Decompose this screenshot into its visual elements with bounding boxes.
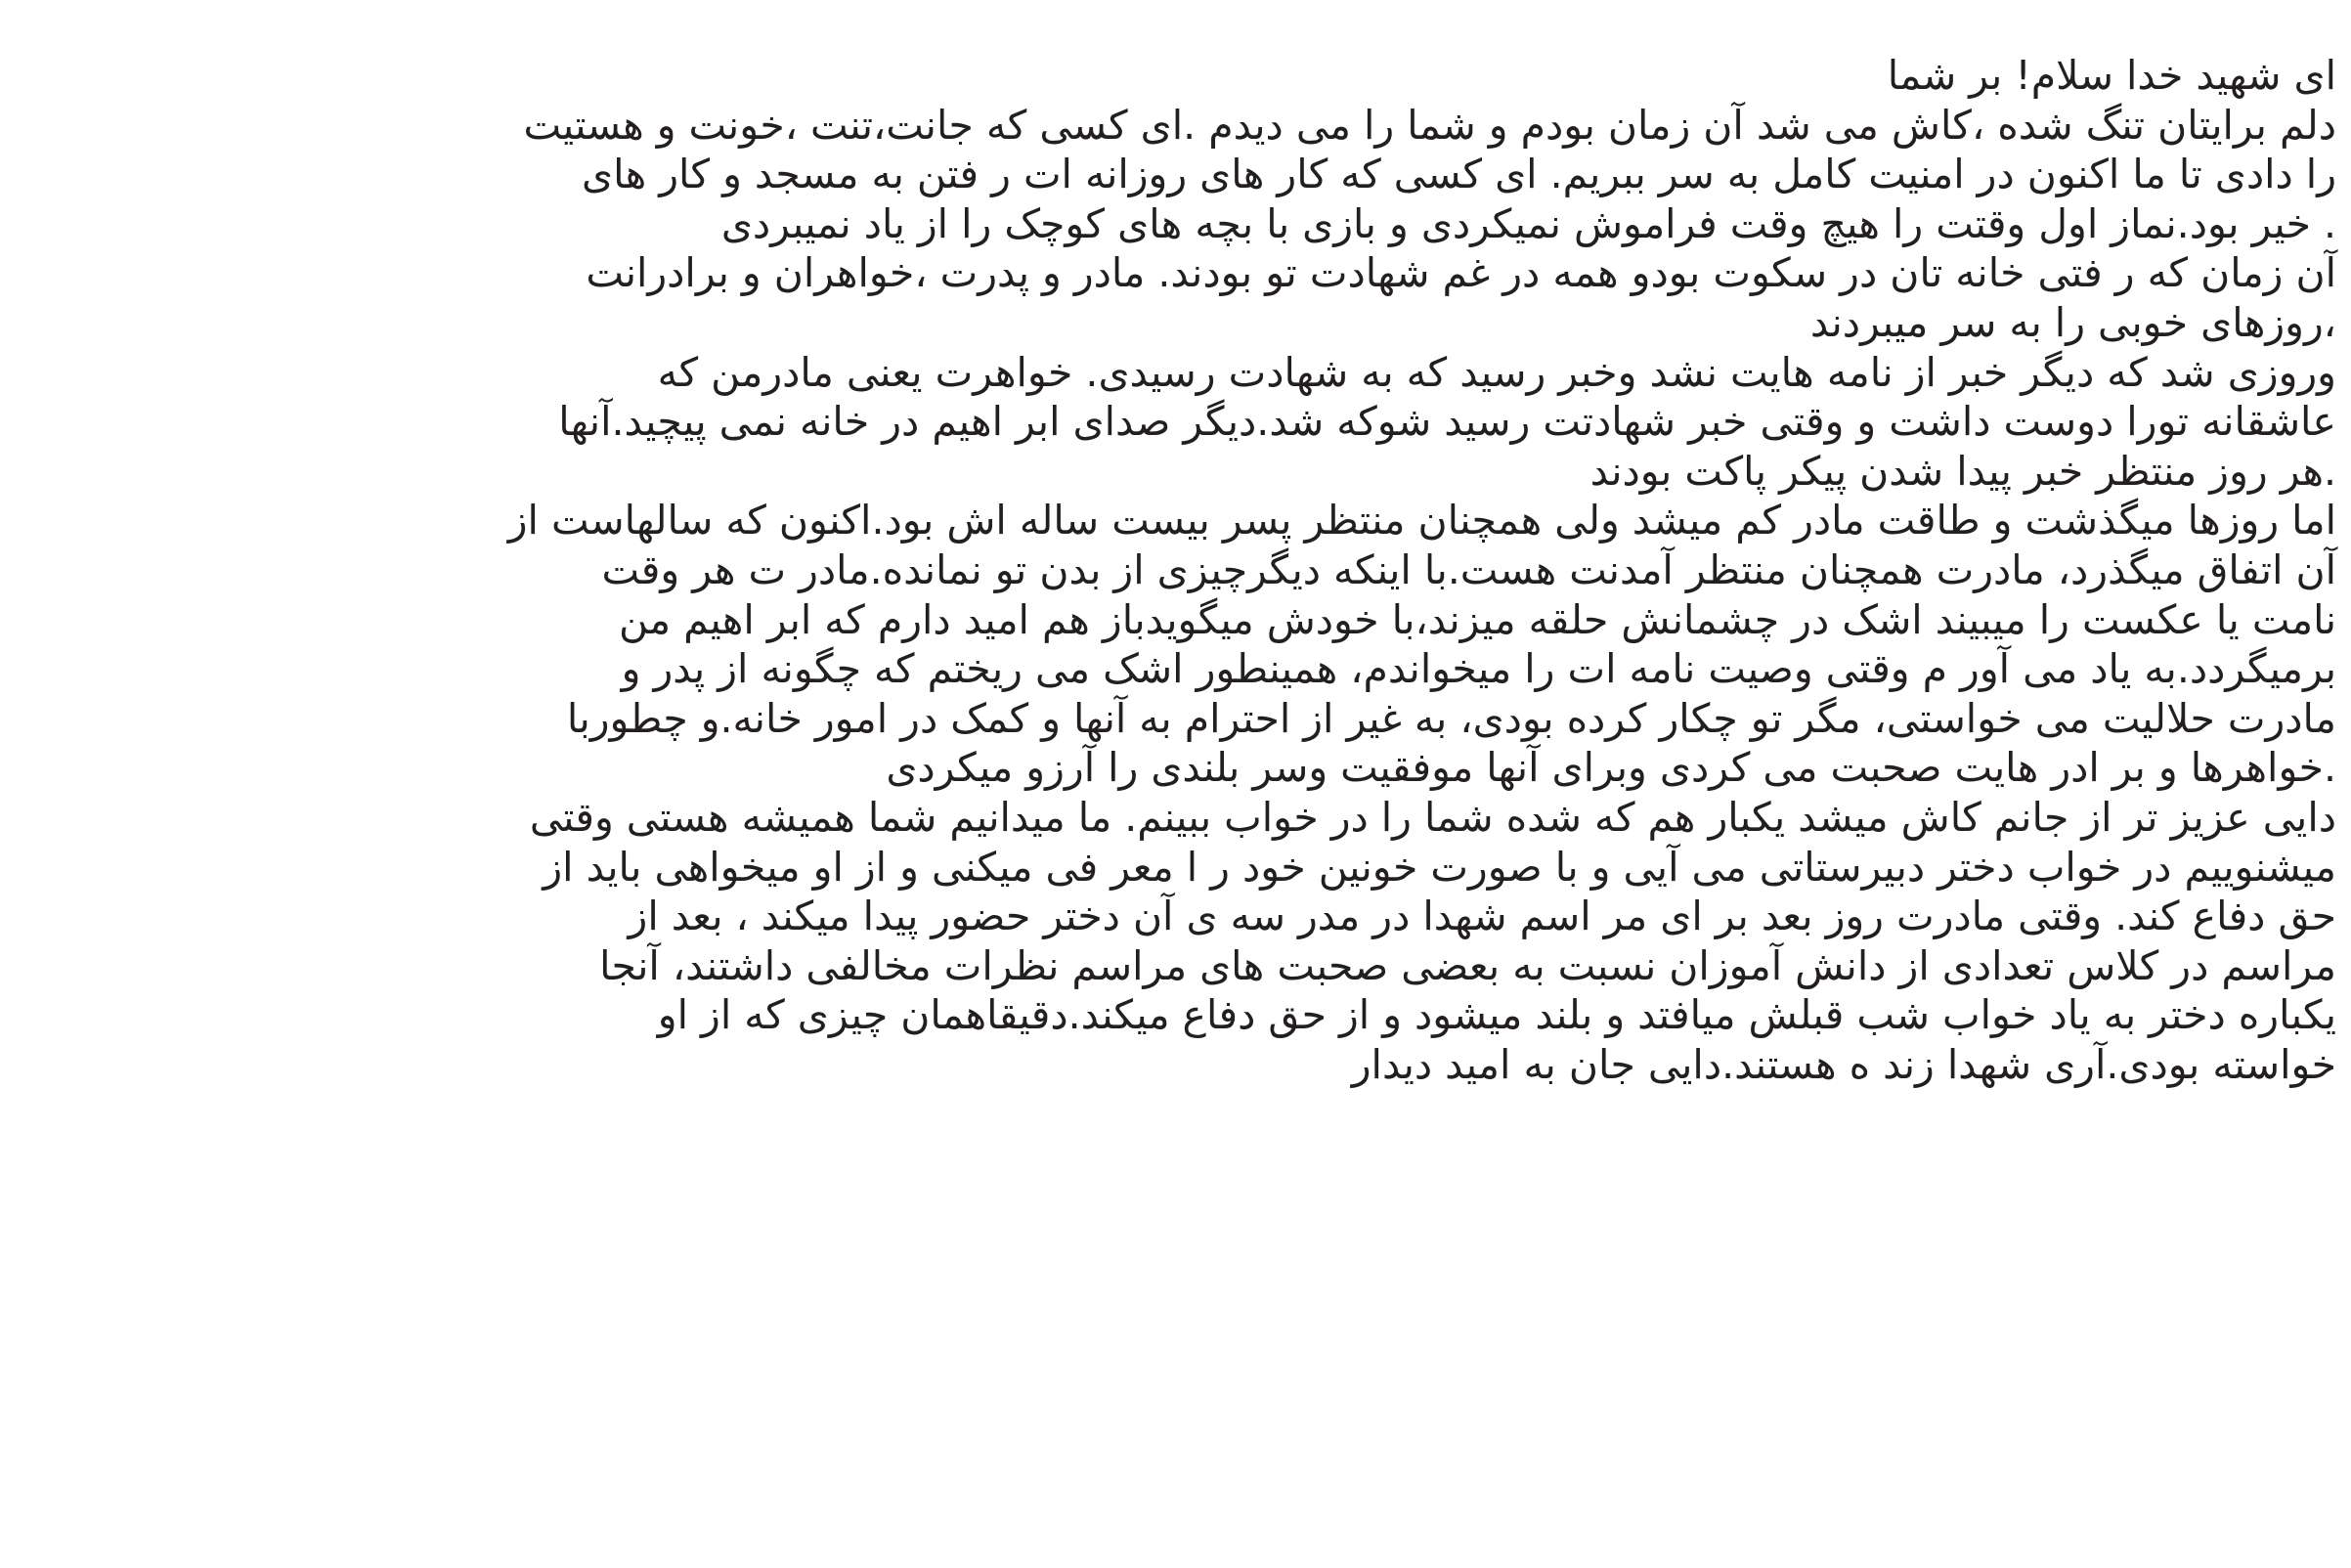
text-line: مادرت حلالیت می خواستی، مگر تو چکار کرده بودی، به غیر از احترام به آنها و کمک در امور خانه.و چطوربا: [566, 694, 2336, 742]
text-line: را دادی تا ما اکنون در امنیت کامل به سر ببریم. ای کسی که کار های روزانه ات ر فتن به مسجد و کار های: [582, 151, 2336, 198]
text-line: برمیگردد.به یاد می آور م وقتی وصیت نامه ات را میخواندم، همینطور اشک می ریختم که چگونه از پدر و: [621, 645, 2336, 693]
text-line: آن اتفاق میگذرد، مادرت همچنان منتظر آمدنت هست.با اینکه دیگرچیزی از بدن تو نمانده.مادر ت هر وقت: [601, 545, 2336, 593]
text-line: مراسم در کلاس تعدادی از دانش آموزان نسبت به بعضی صحبت های مراسم نظرات مخالفی داشتند، آنجا: [599, 941, 2336, 989]
text-line: .هر روز منتظر خبر پیدا شدن پیکر پاکت بودند: [1589, 447, 2336, 495]
text-line: اما روزها میگذشت و طاقت مادر کم میشد ولی همچنان منتظر پسر بیست ساله اش بود.اکنون که سالهاست از: [507, 497, 2336, 544]
text-line: عاشقانه تورا دوست داشت و وقتی خبر شهادتت رسید شوکه شد.دیگر صدای ابر اهیم در خانه نمی پیچید.آنها: [558, 398, 2336, 446]
text-line: . خیر بود.نماز اول وقتت را هیچ وقت فراموش نمیکردی و بازی با بچه های کوچک را از یاد نمیبردی: [720, 199, 2336, 247]
text-line: یکباره دختر به یاد خواب شب قبلش میافتد و بلند میشود و از حق دفاع میکند.دقیقاهمان چیزی که از او: [657, 991, 2336, 1039]
text-line: نامت یا عکست را میبیند اشک در چشمانش حلقه میزند،با خودش میگویدباز هم امید دارم که ابر اهیم من: [618, 595, 2336, 643]
text-line: میشنوییم در خواب دختر دبیرستاتی می آیی و با صورت خونین خود ر ا معر فی میکنی و از او میخواهی باید از: [543, 843, 2336, 891]
text-line: .خواهرها و بر ادر هایت صحبت می کردی وبرای آنها موفقیت وسر بلندی را آرزو میکردی: [886, 744, 2336, 792]
text-line: وروزی شد که دیگر خبر از نامه هایت نشد وخبر رسید که به شهادت رسیدی. خواهرت یعنی مادرمن که: [657, 348, 2336, 396]
text-line: حق دفاع کند. وقتی مادرت روز بعد بر ای مر اسم شهدا در مدر سه ی آن دختر حضور پیدا میکند ، بعد از: [628, 893, 2336, 940]
text-line: ای شهید خدا سلام! بر شما: [1887, 52, 2336, 99]
text-line: ،روزهای خوبی را به سر میبردند: [1809, 298, 2336, 346]
text-line: آن زمان که ر فتی خانه تان در سکوت بودو همه در غم شهادت تو بودند. مادر و پدرت ،خواهران و برادرانت: [586, 249, 2336, 297]
text-line: دلم برایتان تنگ شده ،کاش می شد آن زمان بودم و شما را می دیدم .ای کسی که جانت،تنت ،خونت و هستیت: [523, 101, 2336, 149]
letter-text: [137, 51, 2336, 1089]
text-line: دایی عزیز تر از جانم کاش میشد یکبار هم که شده شما را در خواب ببینم. ما میدانیم شما همیشه هستی وقتی: [529, 793, 2336, 841]
text-line: خواسته بودی.آری شهدا زند ه هستند.دایی جان به امید دیدار: [1351, 1040, 2336, 1088]
